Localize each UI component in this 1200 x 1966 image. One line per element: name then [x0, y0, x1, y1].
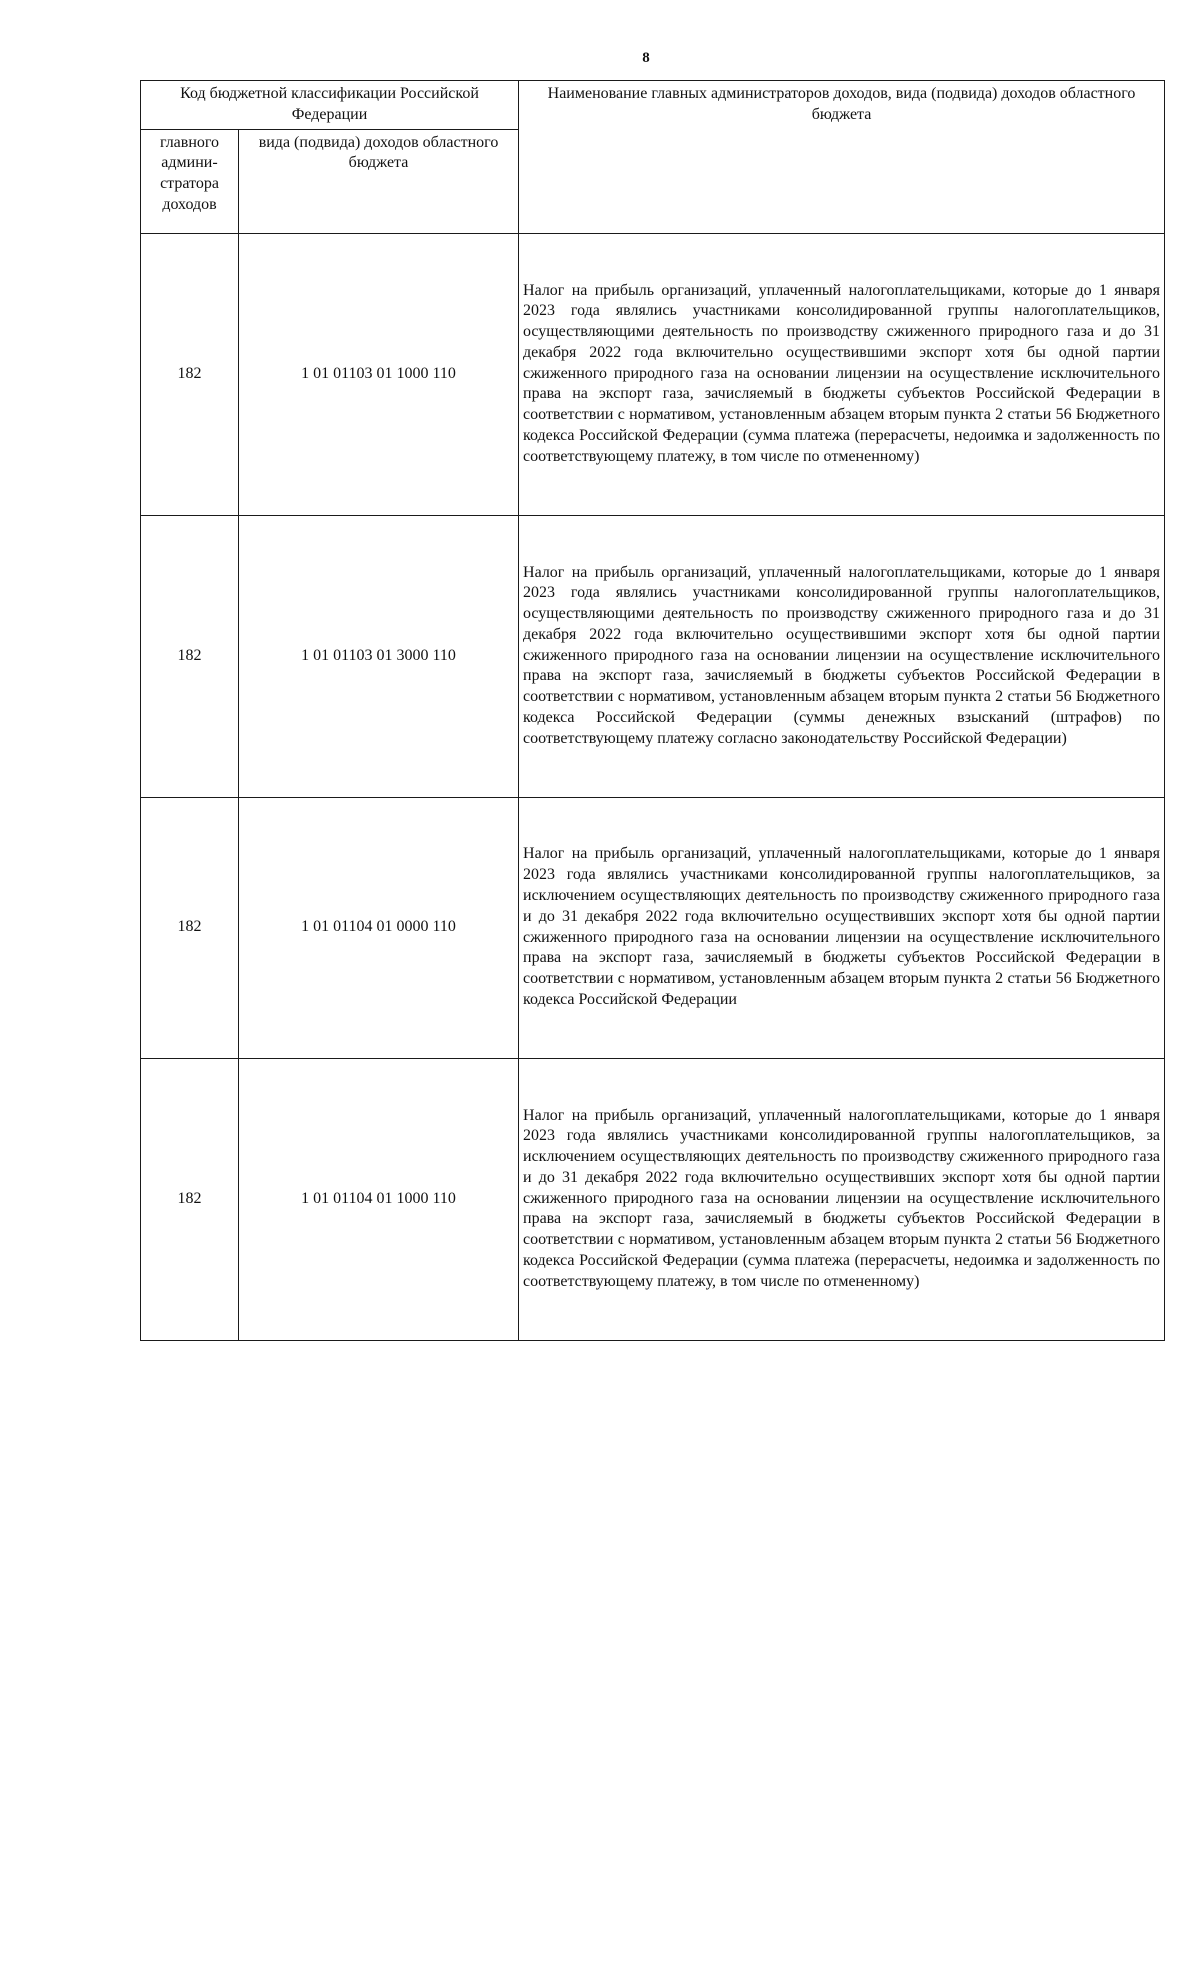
- income-name-cell: Налог на прибыль организаций, уплаченный налогоплательщиками, которые до 1 января 2023 года являлись участниками консолидированной группы налогоплательщиков, за исключением осуществляющих деятельность по производству сжиженного природного газа и до 31 декабря 2022 года включительно осуществивших экспорт хотя бы одной партии сжиженного природного газа на основании лицензии на осуществление исключительного права на экспорт газа, зачисляемый в бюджеты субъектов Российской Федерации в соответствии с нормативом, установленным абзацем вторым пункта 2 статьи 56 Бюджетного кодекса Российской Федерации (сумма платежа (перерасчеты, недоимка и задолженность по соответствующему платежу, в том числе по отмененному): [519, 1058, 1165, 1340]
- table-row: [141, 515, 1165, 797]
- table-row: [141, 233, 1165, 515]
- page-number: 8: [642, 50, 650, 66]
- budget-classification-table: [140, 80, 1165, 1341]
- income-name-cell: Налог на прибыль организаций, уплаченный налогоплательщиками, которые до 1 января 2023 года являлись участниками консолидированной группы налогоплательщиков, осуществляющими деятельность по производству сжиженного природного газа и до 31 декабря 2022 года включительно осуществившими экспорт хотя бы одной партии сжиженного природного газа на основании лицензии на осуществление исключительного права на экспорт газа, зачисляемый в бюджеты субъектов Российской Федерации в соответствии с нормативом, установленным абзацем вторым пункта 2 статьи 56 Бюджетного кодекса Российской Федерации (суммы денежных взысканий (штрафов) по соответствующему платежу согласно законодательству Российской Федерации): [519, 515, 1165, 797]
- header-budget-code: Код бюджетной классификации Российской Федерации: [141, 81, 519, 130]
- income-name-cell: Налог на прибыль организаций, уплаченный налогоплательщиками, которые до 1 января 2023 года являлись участниками консолидированной группы налогоплательщиков, осуществляющими деятельность по производству сжиженного природного газа и до 31 декабря 2022 года включительно осуществившими экспорт хотя бы одной партии сжиженного природного газа на основании лицензии на осуществление исключительного права на экспорт газа, зачисляемый в бюджеты субъектов Российской Федерации в соответствии с нормативом, установленным абзацем вторым пункта 2 статьи 56 Бюджетного кодекса Российской Федерации (сумма платежа (перерасчеты, недоимка и задолженность по соответствующему платежу, в том числе по отмененному): [519, 233, 1165, 515]
- income-code-cell: 1 01 01104 01 0000 110: [239, 797, 519, 1058]
- income-code-cell: 1 01 01104 01 1000 110: [239, 1058, 519, 1340]
- income-code-cell: 1 01 01103 01 3000 110: [239, 515, 519, 797]
- table-row: [141, 797, 1165, 1058]
- table-header-row: [141, 81, 1165, 130]
- admin-code-cell: 182: [141, 233, 239, 515]
- admin-code-cell: 182: [141, 797, 239, 1058]
- admin-code-cell: 182: [141, 1058, 239, 1340]
- header-name: Наименование главных администраторов доходов, вида (подвида) доходов областного бюджета: [519, 81, 1165, 234]
- income-code-cell: 1 01 01103 01 1000 110: [239, 233, 519, 515]
- header-income-type: вида (подвида) доходов областного бюджета: [239, 129, 519, 233]
- income-name-cell: Налог на прибыль организаций, уплаченный налогоплательщиками, которые до 1 января 2023 года являлись участниками консолидированной группы налогоплательщиков, за исключением осуществляющих деятельность по производству сжиженного природного газа и до 31 декабря 2022 года включительно осуществивших экспорт хотя бы одной партии сжиженного природного газа на основании лицензии на осуществление исключительного права на экспорт газа, зачисляемый в бюджеты субъектов Российской Федерации в соответствии с нормативом, установленным абзацем вторым пункта 2 статьи 56 Бюджетного кодекса Российской Федерации: [519, 797, 1165, 1058]
- table-row: [141, 1058, 1165, 1340]
- admin-code-cell: 182: [141, 515, 239, 797]
- header-admin: главного админи-стратора доходов: [141, 129, 239, 233]
